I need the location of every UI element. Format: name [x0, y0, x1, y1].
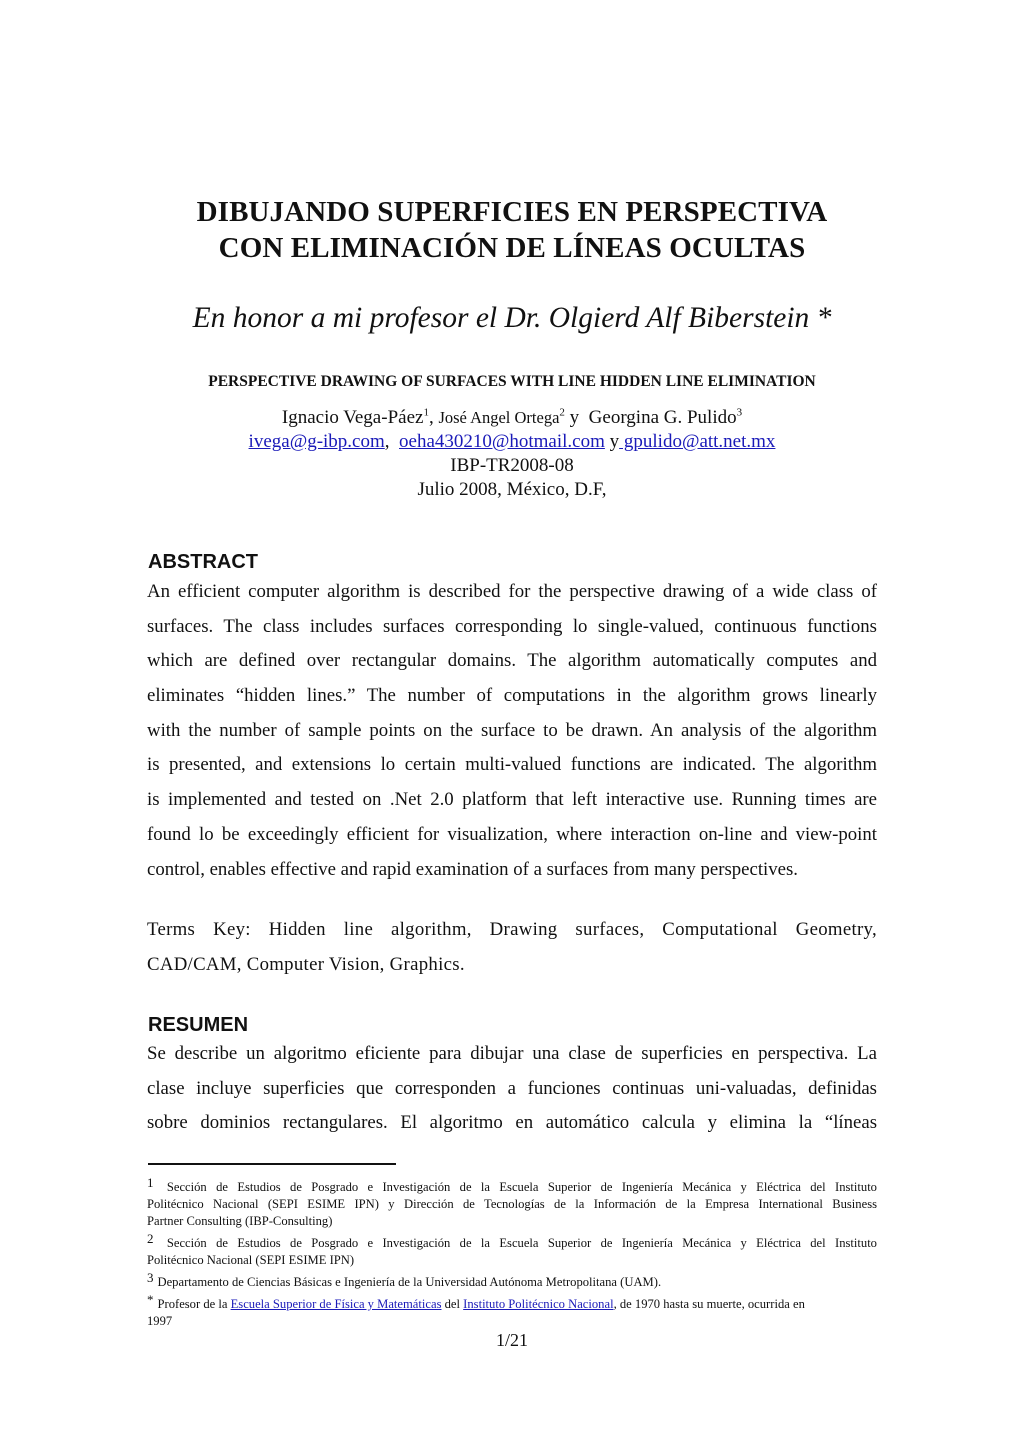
author-and: y [564, 407, 589, 428]
abstract-line: which are defined over rectangular domains. The algorithm automatically computes and [147, 650, 877, 672]
resumen-line: sobre dominios rectangulares. El algoritmo en automático calcula y elimina la “líneas [147, 1112, 877, 1134]
author-block [0, 406, 1024, 502]
footnote-2-mark: 2 [147, 1231, 154, 1246]
abstract-line: is presented, and extensions lo certain multi-valued functions are indicated. The algorithm [147, 754, 877, 776]
abstract-heading: ABSTRACT [148, 551, 258, 573]
terms-line-1: Terms Key: Hidden line algorithm, Drawing surfaces, Computational Geometry, [147, 919, 877, 940]
footnote-4 [147, 1291, 877, 1330]
terms-key [147, 913, 877, 982]
footnote-3-mark: 3 [147, 1270, 154, 1285]
author-line [0, 406, 1024, 430]
english-title: PERSPECTIVE DRAWING OF SURFACES WITH LINE HIDDEN LINE ELIMINATION [208, 373, 816, 390]
abstract-line: is implemented and tested on .Net 2.0 platform that left interactive use. Running times are [147, 789, 877, 811]
page-number: 1/21 [495, 1330, 528, 1350]
terms-line-2: CAD/CAM, Computer Vision, Graphics. [147, 953, 465, 975]
footnote-4-suffix: , de 1970 hasta su muerte, ocurrida en [613, 1297, 805, 1311]
paper-title [0, 194, 1024, 266]
esfm-link[interactable]: Escuela Superior de Física y Matemáticas [230, 1297, 442, 1311]
abstract-body [147, 575, 877, 887]
dedication: En honor a mi profesor el Dr. Olgierd Alf Biberstein * [192, 302, 832, 334]
report-number: IBP-TR2008-08 [450, 455, 574, 476]
footnote-4-prefix: Profesor de la [157, 1297, 231, 1311]
footnote-2-line-2: Politécnico Nacional (SEPI ESIME IPN) [147, 1253, 355, 1267]
footnote-4-mid: del [441, 1297, 464, 1311]
footnotes [147, 1174, 877, 1330]
footnote-1 [147, 1174, 877, 1230]
email-link-2[interactable]: oeha430210@hotmail.com [399, 431, 605, 452]
author-separator: , [428, 407, 439, 428]
abstract-line: with the number of sample points on the surface to be drawn. An analysis of the algorithm [147, 719, 877, 741]
email-line [0, 430, 1024, 454]
author-1-affiliation: 1 [423, 406, 429, 419]
email-link-3[interactable]: gpulido@att.net.mx [619, 431, 776, 452]
resumen-line: Se describe un algoritmo eficiente para dibujar una clase de superficies en perspectiva. La [147, 1043, 877, 1064]
footnote-1-mark: 1 [147, 1175, 154, 1190]
resumen-body [147, 1037, 877, 1141]
footnote-3-text: Departamento de Ciencias Básicas e Ingeniería de la Universidad Autónoma Metropolitana (UAM). [157, 1275, 662, 1289]
footnote-1-line-2: Politécnico Nacional (SEPI ESIME IPN) y Dirección de Tecnologías de la Información de la Empresa International Business [147, 1197, 877, 1211]
footnote-2-line-1: Sección de Estudios de Posgrado e Investigación de la Escuela Superior de Ingeniería Mecánica y Eléctrica del Instituto [166, 1236, 877, 1250]
email-link-1[interactable]: ivega@g-ibp.com [248, 431, 385, 452]
resumen-heading: RESUMEN [148, 1014, 249, 1036]
title-line-1: DIBUJANDO SUPERFICIES EN PERSPECTIVA [196, 196, 828, 228]
footnote-3 [147, 1269, 877, 1291]
author-2-affiliation: 2 [559, 406, 565, 419]
abstract-line: surfaces. The class includes surfaces corresponding lo single-valued, continuous functions [147, 615, 877, 637]
footnote-1-line-3: Partner Consulting (IBP-Consulting) [147, 1214, 333, 1228]
author-3-affiliation: 3 [736, 406, 743, 419]
abstract-line: An efficient computer algorithm is described for the perspective drawing of a wide class of [147, 581, 877, 602]
author-2: José Angel Ortega [438, 408, 560, 427]
report-date: Julio 2008, México, D.F, [417, 479, 607, 500]
abstract-line: found lo be exceedingly efficient for visualization, where interaction on-line and view-point [147, 823, 877, 845]
abstract-line: control, enables effective and rapid examination of a surfaces from many perspectives. [147, 858, 798, 880]
ipn-link[interactable]: Instituto Politécnico Nacional [463, 1297, 614, 1311]
title-line-2: CON ELIMINACIÓN DE LÍNEAS OCULTAS [218, 232, 806, 264]
footnote-1-line-1: Sección de Estudios de Posgrado e Investigación de la Escuela Superior de Ingeniería Mecánica y Eléctrica del Instituto [166, 1180, 877, 1194]
resumen-line: clase incluye superficies que corresponden a funciones continuas uni-valuadas, definidas [147, 1077, 877, 1099]
email-separator: , [384, 431, 400, 452]
footnote-4-line-2: 1997 [147, 1314, 173, 1328]
footnote-2 [147, 1230, 877, 1269]
footnote-4-mark: * [147, 1292, 154, 1307]
email-and: y [604, 431, 620, 452]
author-3: Georgina G. Pulido [588, 407, 737, 428]
abstract-line: eliminates “hidden lines.” The number of computations in the algorithm grows linearly [147, 685, 877, 707]
footnote-divider [148, 1163, 396, 1165]
author-1: Ignacio Vega-Páez [281, 407, 424, 428]
